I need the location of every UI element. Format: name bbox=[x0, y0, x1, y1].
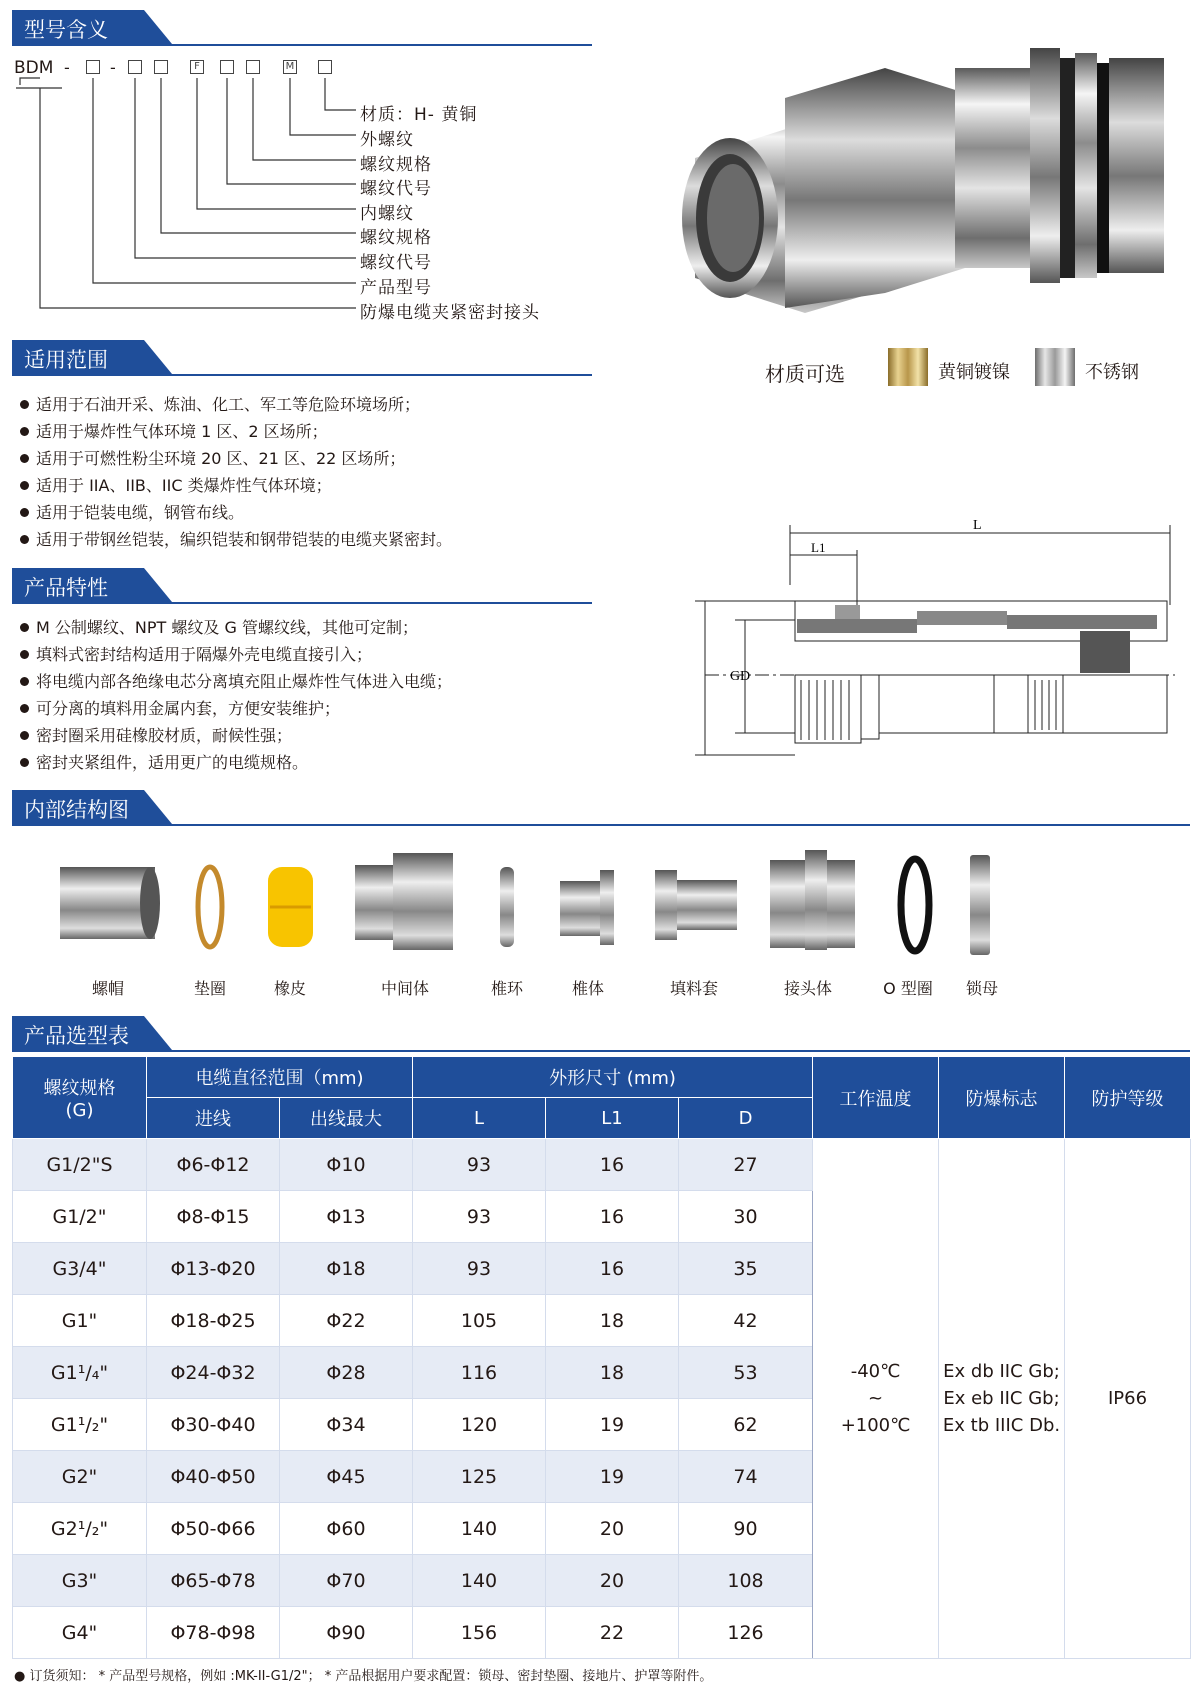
cell-temp bbox=[813, 1139, 939, 1659]
filler-sleeve-image bbox=[655, 870, 737, 940]
legend-item: 外螺纹 bbox=[360, 130, 414, 150]
part-label: 锁母 bbox=[965, 979, 999, 998]
code-box-m: M bbox=[283, 60, 297, 74]
connector-body-image bbox=[770, 850, 855, 950]
code-box-f: F bbox=[190, 60, 204, 74]
header-thread-sub: (G) bbox=[65, 1100, 94, 1121]
cell-D: 126 bbox=[679, 1607, 813, 1659]
cell-L: 156 bbox=[413, 1607, 546, 1659]
cell-D: 35 bbox=[679, 1243, 813, 1295]
cell-L1: 19 bbox=[546, 1451, 679, 1503]
scope-list bbox=[18, 391, 452, 553]
header-thread bbox=[13, 1057, 147, 1139]
section-title: 内部结构图 bbox=[24, 798, 129, 822]
legend-item: 防爆电缆夹紧密封接头 bbox=[360, 303, 540, 323]
ex-mark: Ex db IIC Gb; bbox=[943, 1361, 1060, 1382]
cell-thread: G1/2" bbox=[13, 1191, 147, 1243]
temp-min: -40℃ bbox=[850, 1361, 901, 1382]
part-label: 填料套 bbox=[669, 979, 719, 998]
label-G: G bbox=[730, 669, 741, 684]
cell-D: 42 bbox=[679, 1295, 813, 1347]
list-item: 密封圈采用硅橡胶材质，耐候性强； bbox=[18, 722, 452, 749]
technical-drawing bbox=[685, 515, 1190, 765]
section-divider bbox=[12, 602, 592, 604]
list-item: 适用于爆炸性气体环境 1 区、2 区场所； bbox=[18, 418, 452, 445]
cell-thread: G2¹/₂" bbox=[13, 1503, 147, 1555]
body-middle-image bbox=[355, 853, 453, 950]
legend-item: 内螺纹 bbox=[360, 204, 414, 224]
cell-inlet: Φ18-Φ25 bbox=[147, 1295, 280, 1347]
header-inlet: 进线 bbox=[147, 1098, 280, 1139]
cell-L1: 18 bbox=[546, 1295, 679, 1347]
list-item: 可分离的填料用金属内套，方便安装维护； bbox=[18, 695, 452, 722]
cell-outlet: Φ45 bbox=[280, 1451, 413, 1503]
cell-inlet: Φ8-Φ15 bbox=[147, 1191, 280, 1243]
steel-swatch bbox=[1035, 348, 1075, 386]
cell-L: 140 bbox=[413, 1555, 546, 1607]
lock-nut-image bbox=[970, 855, 990, 955]
material-steel: 不锈钢 bbox=[1085, 362, 1139, 383]
list-item: 填料式密封结构适用于隔爆外壳电缆直接引入； bbox=[18, 641, 452, 668]
part-label: 中间体 bbox=[380, 979, 430, 998]
section-title: 产品选型表 bbox=[24, 1024, 129, 1048]
ex-mark: Ex tb IIIC Db. bbox=[942, 1415, 1061, 1436]
part-label: 椎环 bbox=[490, 979, 524, 998]
temp-sep: ~ bbox=[867, 1388, 884, 1409]
cell-outlet: Φ90 bbox=[280, 1607, 413, 1659]
cell-thread: G1/2"S bbox=[13, 1139, 147, 1191]
model-prefix: BDM bbox=[14, 58, 54, 78]
cell-L: 105 bbox=[413, 1295, 546, 1347]
washer-image bbox=[198, 867, 222, 947]
header-D: D bbox=[679, 1098, 813, 1139]
cell-inlet: Φ13-Φ20 bbox=[147, 1243, 280, 1295]
part-label: 椎体 bbox=[571, 979, 605, 998]
cell-D: 108 bbox=[679, 1555, 813, 1607]
cell-outlet: Φ22 bbox=[280, 1295, 413, 1347]
header-temp: 工作温度 bbox=[813, 1057, 939, 1139]
section-header-selection bbox=[12, 1016, 1190, 1052]
cell-L: 116 bbox=[413, 1347, 546, 1399]
cell-inlet: Φ40-Φ50 bbox=[147, 1451, 280, 1503]
cell-outlet: Φ34 bbox=[280, 1399, 413, 1451]
cell-L1: 22 bbox=[546, 1607, 679, 1659]
cone-ring-image bbox=[500, 867, 514, 947]
header-ip: 防护等级 bbox=[1065, 1057, 1191, 1139]
section-title: 型号含义 bbox=[24, 18, 108, 42]
header-outlet: 出线最大 bbox=[280, 1098, 413, 1139]
cell-D: 30 bbox=[679, 1191, 813, 1243]
list-item: 将电缆内部各绝缘电芯分离填充阻止爆炸性气体进入电缆； bbox=[18, 668, 452, 695]
part-label: 接头体 bbox=[783, 979, 833, 998]
part-label: 螺帽 bbox=[91, 979, 125, 998]
rubber-seal-image bbox=[268, 867, 313, 947]
cell-thread: G1¹/₂" bbox=[13, 1399, 147, 1451]
cell-inlet: Φ50-Φ66 bbox=[147, 1503, 280, 1555]
legend-item: 产品型号 bbox=[360, 278, 432, 298]
cone-image bbox=[560, 870, 614, 945]
cell-L1: 18 bbox=[546, 1347, 679, 1399]
cell-L: 120 bbox=[413, 1399, 546, 1451]
o-ring-image bbox=[901, 859, 929, 951]
cell-outlet: Φ28 bbox=[280, 1347, 413, 1399]
section-title: 产品特性 bbox=[24, 576, 108, 600]
material-label: 材质可选 bbox=[765, 362, 845, 386]
nut-cap-image bbox=[60, 867, 160, 939]
cell-D: 62 bbox=[679, 1399, 813, 1451]
selection-table bbox=[12, 1056, 1191, 1659]
list-item: 适用于带钢丝铠装，编织铠装和钢带铠装的电缆夹紧密封。 bbox=[18, 526, 452, 553]
section-divider bbox=[12, 1050, 1190, 1052]
list-item: M 公制螺纹、NPT 螺纹及 G 管螺纹线，其他可定制； bbox=[18, 614, 452, 641]
cell-ip: IP66 bbox=[1065, 1139, 1191, 1659]
cell-thread: G4" bbox=[13, 1607, 147, 1659]
cell-inlet: Φ65-Φ78 bbox=[147, 1555, 280, 1607]
cell-L1: 16 bbox=[546, 1139, 679, 1191]
label-L1: L1 bbox=[811, 540, 826, 555]
cell-ex bbox=[939, 1139, 1065, 1659]
cell-outlet: Φ60 bbox=[280, 1503, 413, 1555]
exploded-parts bbox=[0, 845, 1200, 970]
legend-item: 材质：H- 黄铜 bbox=[360, 105, 478, 125]
legend-item: 螺纹代号 bbox=[360, 253, 432, 273]
order-note: ● 订货须知： * 产品型号规格，例如 :MK-II-G1/2"； * 产品根据用户要求配置：锁母、密封垫圈、接地片、护罩等附件。 bbox=[14, 1669, 713, 1684]
cell-L: 125 bbox=[413, 1451, 546, 1503]
model-code-leader-lines bbox=[0, 0, 360, 320]
cell-L1: 16 bbox=[546, 1191, 679, 1243]
header-cable: 电缆直径范围（mm) bbox=[147, 1057, 413, 1098]
material-brass: 黄铜镀镍 bbox=[938, 362, 1010, 383]
legend-item: 螺纹规格 bbox=[360, 228, 432, 248]
cell-L: 93 bbox=[413, 1243, 546, 1295]
cell-outlet: Φ18 bbox=[280, 1243, 413, 1295]
list-item: 密封夹紧组件，适用更广的电缆规格。 bbox=[18, 749, 452, 776]
cell-L1: 20 bbox=[546, 1555, 679, 1607]
cell-inlet: Φ24-Φ32 bbox=[147, 1347, 280, 1399]
cell-L1: 20 bbox=[546, 1503, 679, 1555]
cell-thread: G2" bbox=[13, 1451, 147, 1503]
cell-inlet: Φ30-Φ40 bbox=[147, 1399, 280, 1451]
cell-outlet: Φ10 bbox=[280, 1139, 413, 1191]
section-header-structure bbox=[12, 790, 1190, 826]
cell-D: 74 bbox=[679, 1451, 813, 1503]
list-item: 适用于 IIA、IIB、IIC 类爆炸性气体环境； bbox=[18, 472, 452, 499]
header-L: L bbox=[413, 1098, 546, 1139]
legend-item: 螺纹代号 bbox=[360, 179, 432, 199]
section-divider bbox=[12, 374, 592, 376]
brass-swatch bbox=[888, 348, 928, 386]
table-row bbox=[13, 1139, 1191, 1191]
cell-L: 93 bbox=[413, 1191, 546, 1243]
header-ex: 防爆标志 bbox=[939, 1057, 1065, 1139]
label-L: L bbox=[973, 518, 982, 533]
cell-outlet: Φ13 bbox=[280, 1191, 413, 1243]
list-item: 适用于石油开采、炼油、化工、军工等危险环境场所； bbox=[18, 391, 452, 418]
cell-thread: G3" bbox=[13, 1555, 147, 1607]
cell-L: 140 bbox=[413, 1503, 546, 1555]
list-item: 适用于可燃性粉尘环境 20 区、21 区、22 区场所； bbox=[18, 445, 452, 472]
list-item: 适用于铠装电缆，钢管布线。 bbox=[18, 499, 452, 526]
part-label: 橡皮 bbox=[273, 979, 307, 998]
section-header-features bbox=[12, 568, 592, 604]
cell-inlet: Φ6-Φ12 bbox=[147, 1139, 280, 1191]
features-list bbox=[18, 614, 452, 776]
header-thread-label: 螺纹规格 bbox=[43, 1078, 116, 1099]
cell-thread: G1" bbox=[13, 1295, 147, 1347]
temp-max: +100℃ bbox=[840, 1415, 911, 1436]
section-title: 适用范围 bbox=[24, 348, 108, 372]
code-dash: - bbox=[64, 58, 70, 77]
section-divider bbox=[12, 824, 1190, 826]
cell-D: 90 bbox=[679, 1503, 813, 1555]
cell-D: 27 bbox=[679, 1139, 813, 1191]
cell-thread: G3/4" bbox=[13, 1243, 147, 1295]
header-dims: 外形尺寸 (mm) bbox=[413, 1057, 813, 1098]
cell-L1: 19 bbox=[546, 1399, 679, 1451]
section-header-scope bbox=[12, 340, 592, 376]
product-photo bbox=[675, 38, 1185, 338]
cell-inlet: Φ78-Φ98 bbox=[147, 1607, 280, 1659]
cell-D: 53 bbox=[679, 1347, 813, 1399]
code-dash: - bbox=[110, 58, 116, 77]
legend-item: 螺纹规格 bbox=[360, 155, 432, 175]
part-label: O 型圈 bbox=[883, 979, 933, 998]
cell-outlet: Φ70 bbox=[280, 1555, 413, 1607]
header-L1: L1 bbox=[546, 1098, 679, 1139]
part-label: 垫圈 bbox=[193, 979, 227, 998]
cell-L1: 16 bbox=[546, 1243, 679, 1295]
cell-thread: G1¹/₄" bbox=[13, 1347, 147, 1399]
ex-mark: Ex eb IIC Gb; bbox=[943, 1388, 1060, 1409]
label-D: D bbox=[740, 669, 751, 684]
cell-L: 93 bbox=[413, 1139, 546, 1191]
